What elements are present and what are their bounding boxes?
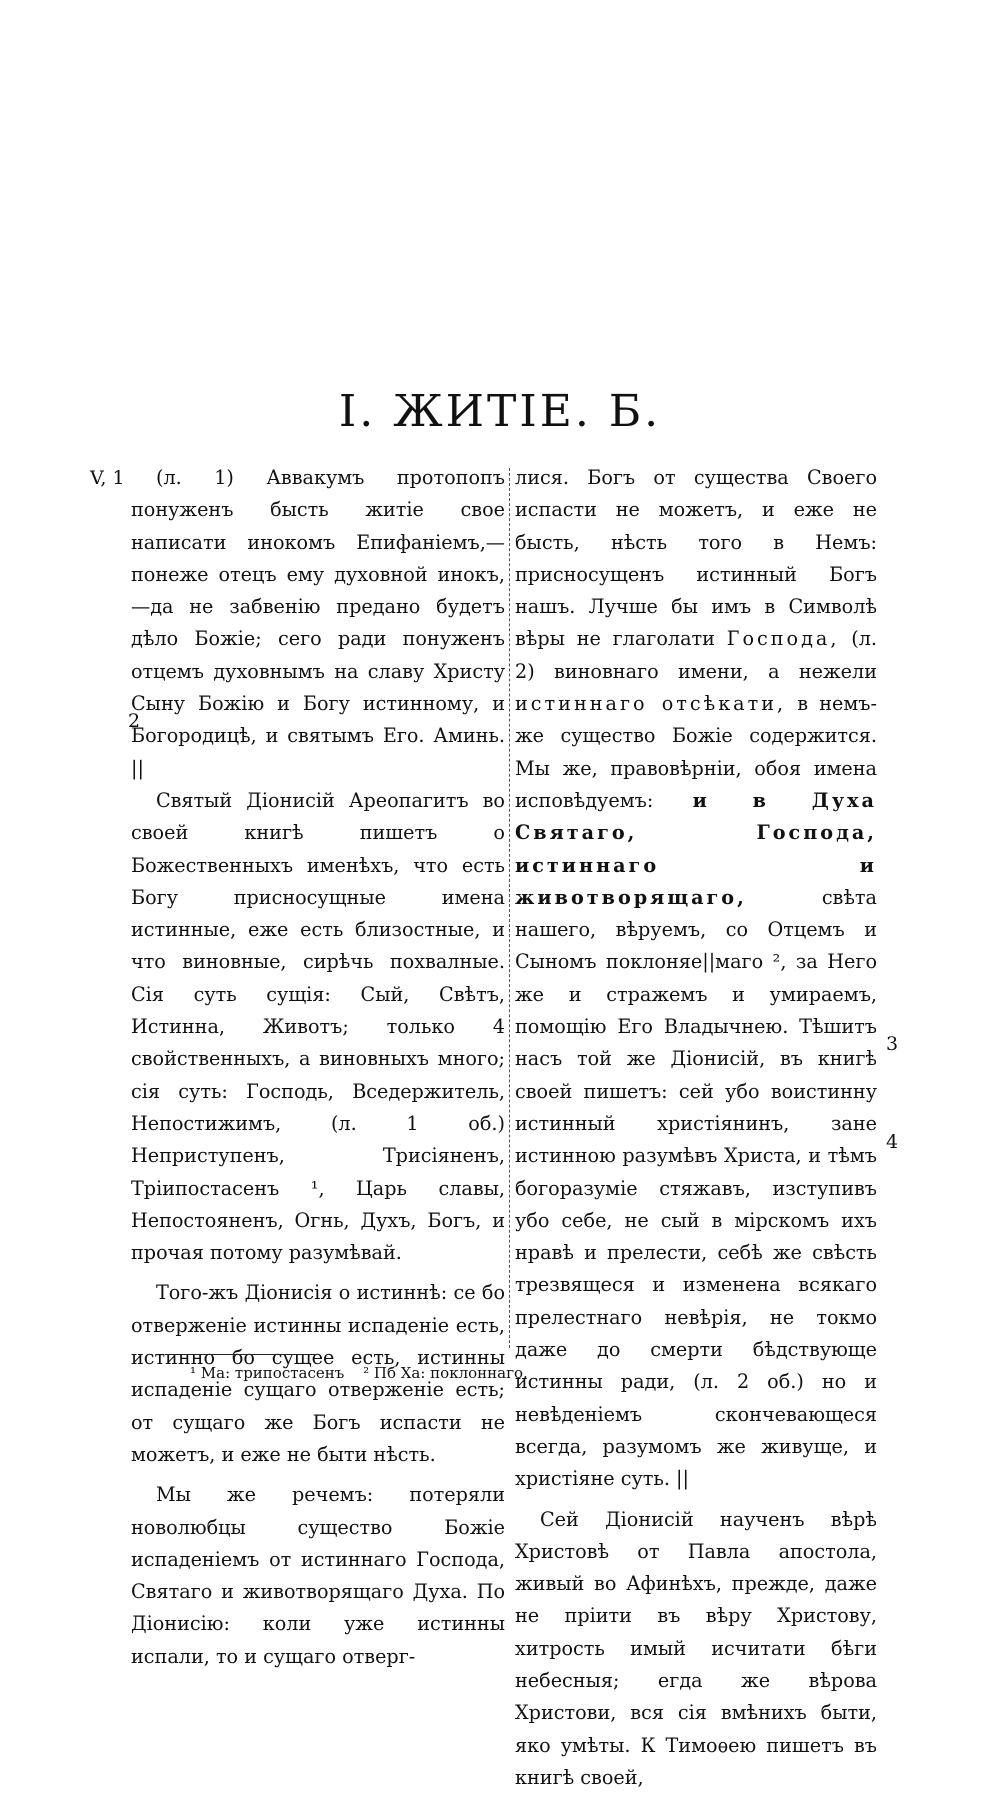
text-run: в немъ-же существо Божiе содержится. Мы же, правовѣрнiи, обоя имена исповѣдуемъ: bbox=[515, 692, 877, 812]
page-title: I. ЖИТIЕ. Б. bbox=[0, 386, 1000, 437]
spaced-text: Господа, bbox=[727, 627, 840, 650]
paragraph-continued bbox=[515, 462, 877, 1496]
margin-ref-2: 2 bbox=[128, 705, 140, 737]
right-column bbox=[515, 462, 877, 1352]
paragraph-truth: Того-жъ Дiонисiя о истиннѣ: се бо отверженiе истинны испаденiе есть, истинно бо сущее есть, истинны испаденiе сущаго отверженiе есть; от сущаго же Богъ испасти не можетъ, и еже не быти нѣсть. bbox=[131, 1277, 505, 1471]
spaced-text: истиннаго отсѣкати, bbox=[515, 692, 786, 715]
footnote-1: ¹ Ма: трипостасенъ bbox=[190, 1364, 344, 1382]
footnote-rule bbox=[165, 1354, 315, 1355]
text-run: (л. 2) виновнаго имени, а нежели bbox=[515, 627, 877, 682]
footnote-2: ² Пб Ха: поклоннаго. bbox=[363, 1364, 528, 1382]
footnotes bbox=[190, 1364, 542, 1382]
paragraph-we-say: Мы же речемъ: потеряли новолюбцы существо Божiе испаденiемъ от истиннаго Господа, Святаго и животворящаго Духа. По Дiонисiю: коли уже истинны испали, то и сущаго отверг- bbox=[131, 1479, 505, 1673]
margin-ref-4: 4 bbox=[886, 1126, 898, 1158]
paragraph-dionysius-taught: Сей Дiонисiй наученъ вѣрѣ Христовѣ от Павла апостола, живый во Афинѣхъ, прежде, даже не прiити въ вѣру Христову, хитрость имый исчитати бѣги небесныя; егда же вѣрова Христови, вся сiя вмѣнихъ быти, яко умѣты. К Тимоѳею пишетъ въ книгѣ своей, bbox=[515, 1504, 877, 1794]
paragraph-intro: (л. 1) Аввакумъ протопопъ понуженъ бысть житiе свое написати инокомъ Епифанiемъ,—понеже отецъ ему духовной инокъ,—да не забвенiю предано будетъ дѣло Божiе; сего ради понуженъ отцемъ духовнымъ на славу Христу Сыну Божiю и Богу истинному, и Богородицѣ, и святымъ Его. Аминь. || bbox=[131, 462, 505, 785]
margin-ref-v1: V, 1 bbox=[90, 462, 125, 494]
left-column bbox=[131, 462, 505, 1352]
paragraph-dionysius: Святый Дiонисiй Ареопагитъ во своей книгѣ пишетъ о Божественныхъ именѣхъ, что есть Богу присносущные имена истинные, еже есть близостные, и что виновные, сирѣчь похвалные. Сiя суть сущiя: Сый, Свѣтъ, Истинна, Животъ; только 4 свойственныхъ, а виновныхъ много; сiя суть: Господь, Вседержитель, Непостижимъ, (л. 1 об.) Неприступенъ, Трисiяненъ, Трiипостасенъ ¹, Царь славы, Непостояненъ, Огнь, Духъ, Богъ, и прочая потому разумѣвай. bbox=[131, 785, 505, 1269]
text-run: свѣта нашего, вѣруемъ, со Отцемъ и Сыномъ поклоняе||маго ², за Него же и стражемъ и умираемъ, помощiю Его Владычнею. Тѣшитъ насъ той же Дiонисiй, въ книгѣ своей пишетъ: сей убо воистинну истинный христiянинъ, зане истинною разумѣвъ Христа, и тѣмъ богоразумiе стяжавъ, изступивъ убо себе, не сый в мiрскомъ ихъ нравѣ и прелести, себѣ же свѣсть трезвящеся и изменена всякаго прелестнаго невѣрiя, не токмо даже до смерти бѣдствующе истинны ради, (л. 2 об.) но и невѣденiемъ скончевающеся всегда, разумомъ же живуще, и христiяне суть. || bbox=[515, 886, 877, 1490]
text-run: лися. Богъ от существа Своего испасти не можетъ, и еже не бысть, нѣсть того в Немъ: присносущенъ истинный Богъ нашъ. Лучше бы имъ в Символѣ вѣры не глаголати bbox=[515, 466, 877, 650]
bold-spaced-text: и в Духа Святаго, Господа, истиннаго и животворящаго, bbox=[515, 789, 877, 909]
margin-ref-3: 3 bbox=[886, 1028, 898, 1060]
column-divider bbox=[509, 468, 510, 1348]
